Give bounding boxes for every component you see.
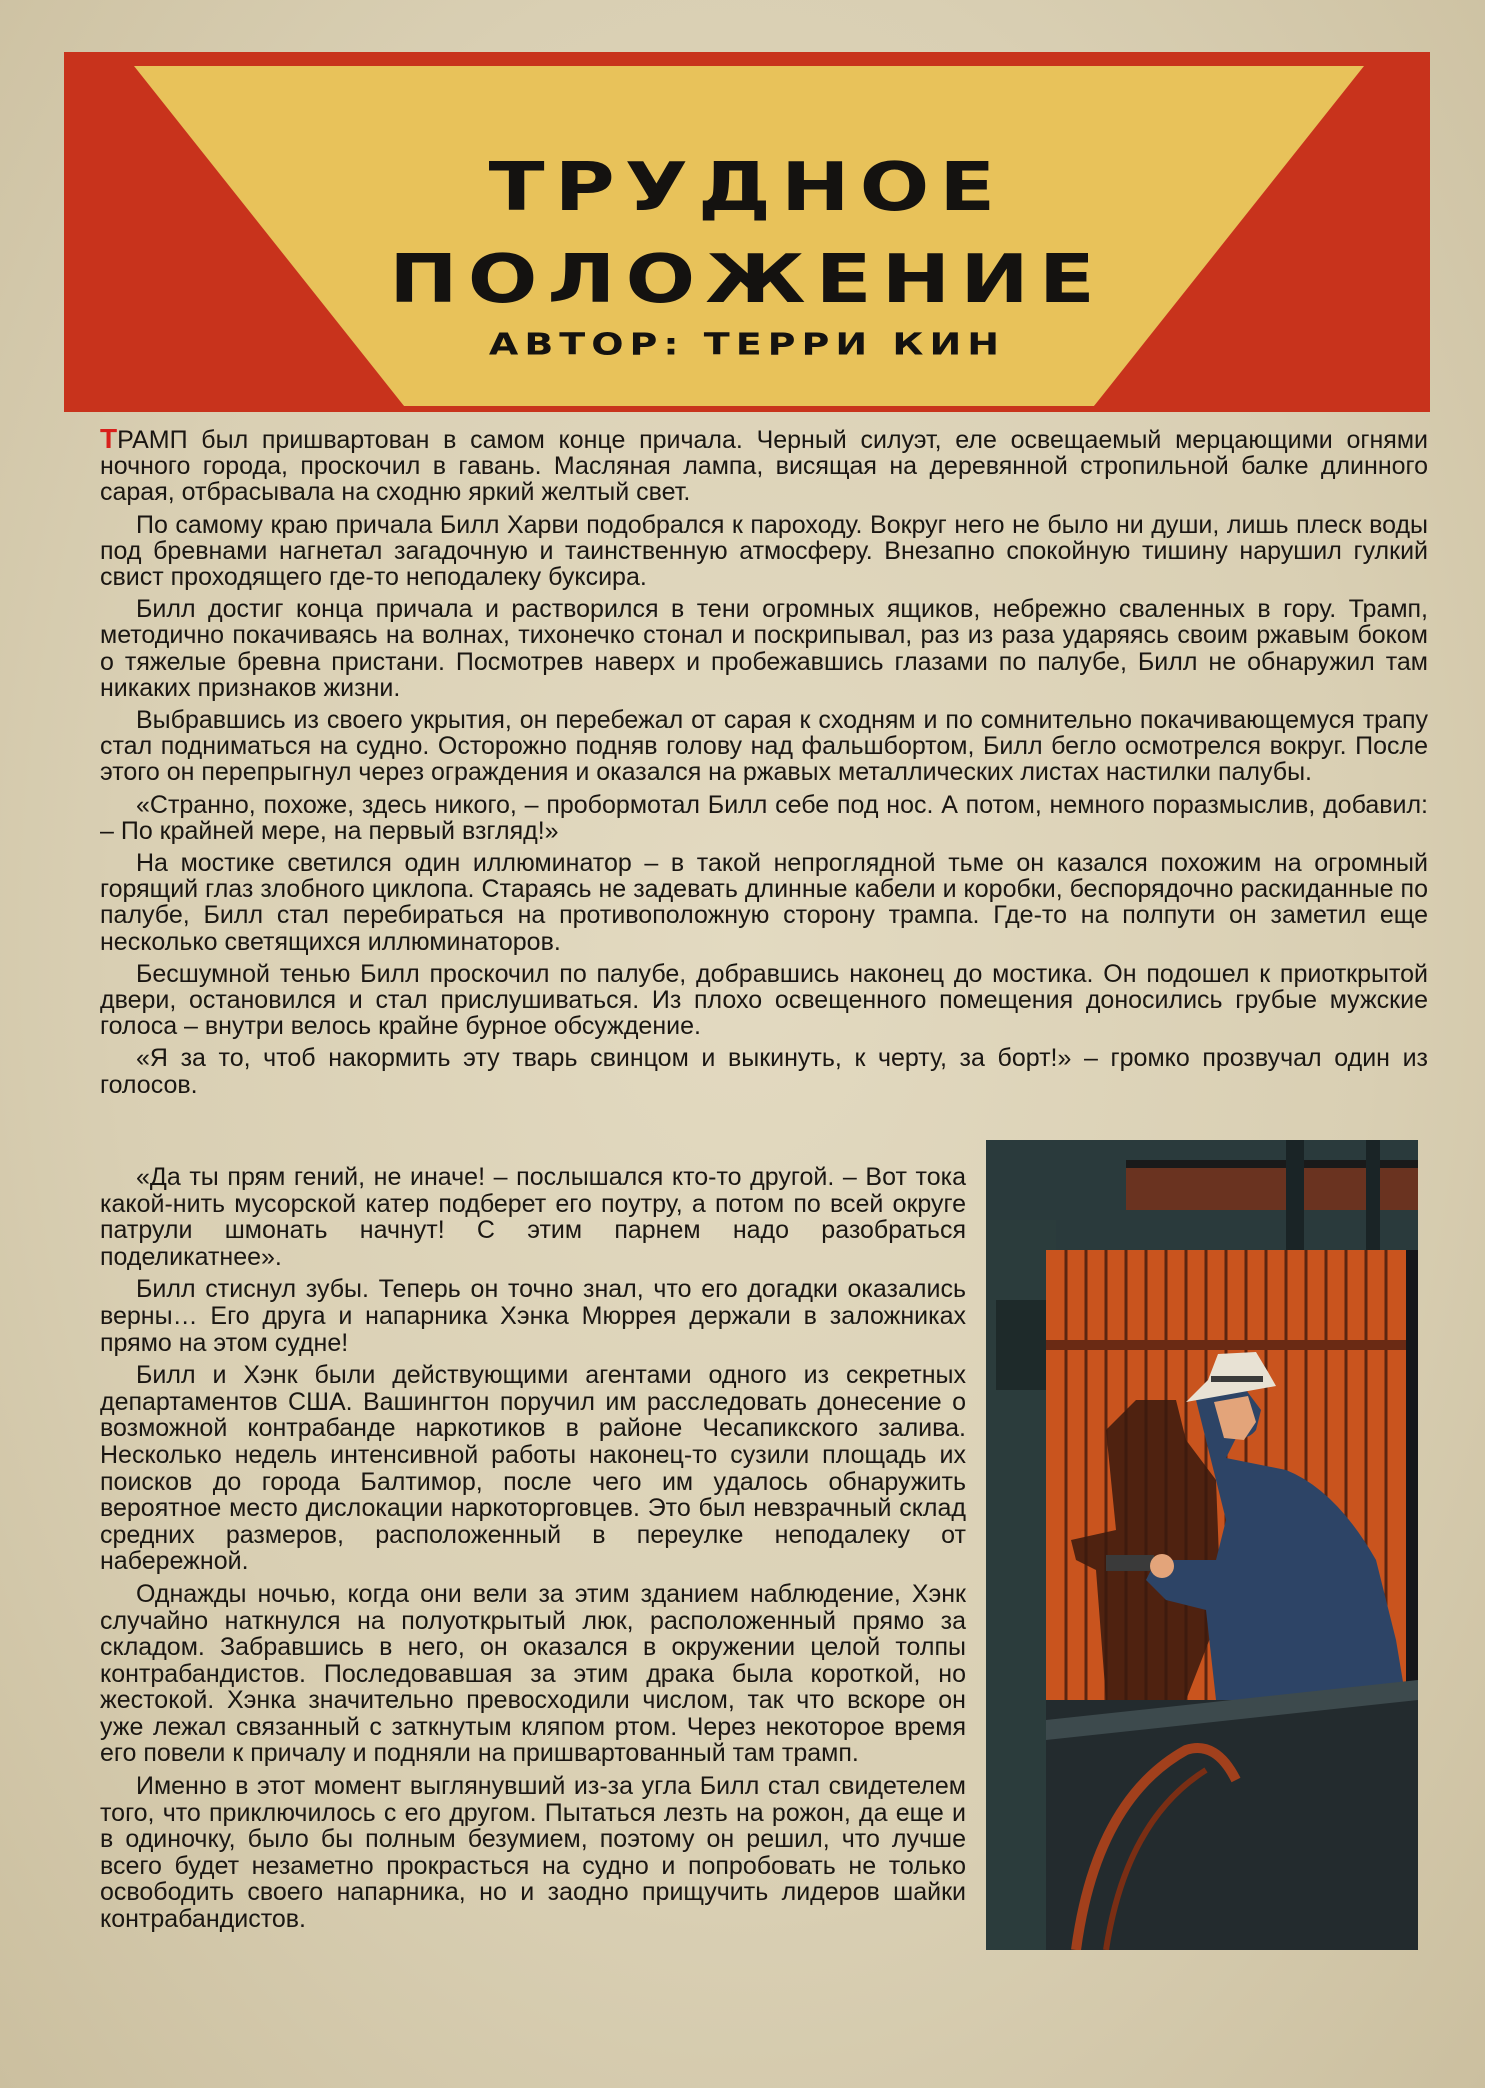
article-body-wide: [100, 423, 1428, 1104]
paragraph-12: Однажды ночью, когда они вели за этим зданием наблюдение, Хэнк случайно наткнулся на полуоткрытый люк, расположенный прямо за складом. Забравшись в него, он оказался в окружении целой толпы контрабандистов. Последовавшая за этим драка была короткой, но жестокой. Хэнка значительно превосходили числом, так что вскоре он уже лежал связанный с заткнутым кляпом ртом. Через некоторое время его повели к причалу и подняли на пришвартованный там трамп.: [100, 1579, 966, 1768]
article-body-narrow: [100, 1164, 966, 1939]
article-title-line-1: ТРУДНОЕ: [488, 148, 1006, 227]
illustration-drawing: [986, 1140, 1418, 1950]
comic-illustration: [986, 1140, 1418, 1950]
paragraph-1-text: РАМП был пришвартован в самом конце причала. Черный силуэт, еле освещаемый мерцающими огнями ночного города, проскочил в гавань. Масляная лампа, висящая на деревянной стропильной балке длинного сарая, отбрасывала на сходню яркий желтый свет.: [100, 426, 1428, 507]
paragraph-7: Бесшумной тенью Билл проскочил по палубе, добравшись наконец до мостика. Он подошел к приоткрытой двери, остановился и стал прислушиваться. Из плохо освещенного помещения доносились грубые мужские голоса – внутри велось крайне бурное обсуждение.: [100, 959, 1428, 1041]
paragraph-5: «Странно, похоже, здесь никого, – пробормотал Билл себе под нос. А потом, немного поразмыслив, добавил: – По крайней мере, на первый взгляд!»: [100, 790, 1428, 845]
title-banner: [64, 52, 1430, 412]
paragraph-3: Билл достиг конца причала и растворился в тени огромных ящиков, небрежно сваленных в гору. Трамп, методично покачиваясь на волнах, тихонечко стонал и поскрипывал, раз из раза ударяясь своим ржавым боком о тяжелые бревна пристани. Посмотрев наверх и пробежавшись глазами по палубе, Билл не обнаружил там никаких признаков жизни.: [100, 595, 1428, 702]
paragraph-11: Билл и Хэнк были действующими агентами одного из секретных департаментов США. Вашингтон поручил им расследовать донесение о возможной контрабанде наркотиков в районе Чесапикского залива. Несколько недель интенсивной работы наконец-то сузили площадь их поисков до города Балтимор, после чего им удалось обнаружить вероятное место дислокации наркоторговцев. Это был невзрачный склад средних размеров, расположенный в переулке неподалеку от набережной.: [100, 1361, 966, 1576]
drop-cap: Т: [100, 423, 118, 454]
paragraph-6: На мостике светился один иллюминатор – в такой непроглядной тьме он казался похожим на огромный горящий глаз злобного циклопа. Стараясь не задевать длинные кабели и коробки, беспорядочно раскиданные по палубе, Билл стал перебираться на противоположную сторону трампа. Где-то на полпути он заметил еще несколько светящихся иллюминаторов.: [100, 849, 1428, 956]
paragraph-2: По самому краю причала Билл Харви подобрался к пароходу. Вокруг него не было ни души, лишь плеск воды под бревнами нагнетал загадочную и таинственную атмосферу. Внезапно спокойную тишину нарушил гулкий свист проходящего где-то неподалеку буксира.: [100, 510, 1428, 592]
paragraph-9: «Да ты прям гений, не иначе! – послышался кто-то другой. – Вот тока какой-нить мусорской катер подберет его поутру, а потом по всей округе патрули шмонать начнут! С этим парнем надо разобраться поделикатнее».: [100, 1163, 966, 1271]
paragraph-8: «Я за то, чтоб накормить эту тварь свинцом и выкинуть, к черту, за борт!» – громко прозвучал один из голосов.: [100, 1044, 1428, 1099]
article-byline: АВТОР: ТЕРРИ КИН: [488, 326, 1006, 362]
article-title-line-2: ПОЛОЖЕНИЕ: [389, 240, 1105, 319]
paragraph-10: Билл стиснул зубы. Теперь он точно знал, что его догадки оказались верны… Его друга и напарника Хэнка Мюррея держали в заложниках прямо на этом судне!: [100, 1275, 966, 1357]
paragraph-1: [100, 423, 1428, 507]
paragraph-4: Выбравшись из своего укрытия, он перебежал от сарая к сходням и по сомнительно покачивающемуся трапу стал подниматься на судно. Осторожно подняв голову над фальшбортом, Билл бегло осмотрелся вокруг. После этого он перепрыгнул через ограждения и оказался на ржавых металлических листах настилки палубы.: [100, 706, 1428, 787]
paragraph-13: Именно в этот момент выглянувший из-за угла Билл стал свидетелем того, что приключилось с его другом. Пытаться лезть на рожон, да еще и в одиночку, было бы полным безумием, поэтому он решил, что лучше всего будет незаметно прокрасться на судно и попробовать не только освободить своего напарника, но и заодно прищучить лидеров шайки контрабандистов.: [100, 1772, 966, 1934]
